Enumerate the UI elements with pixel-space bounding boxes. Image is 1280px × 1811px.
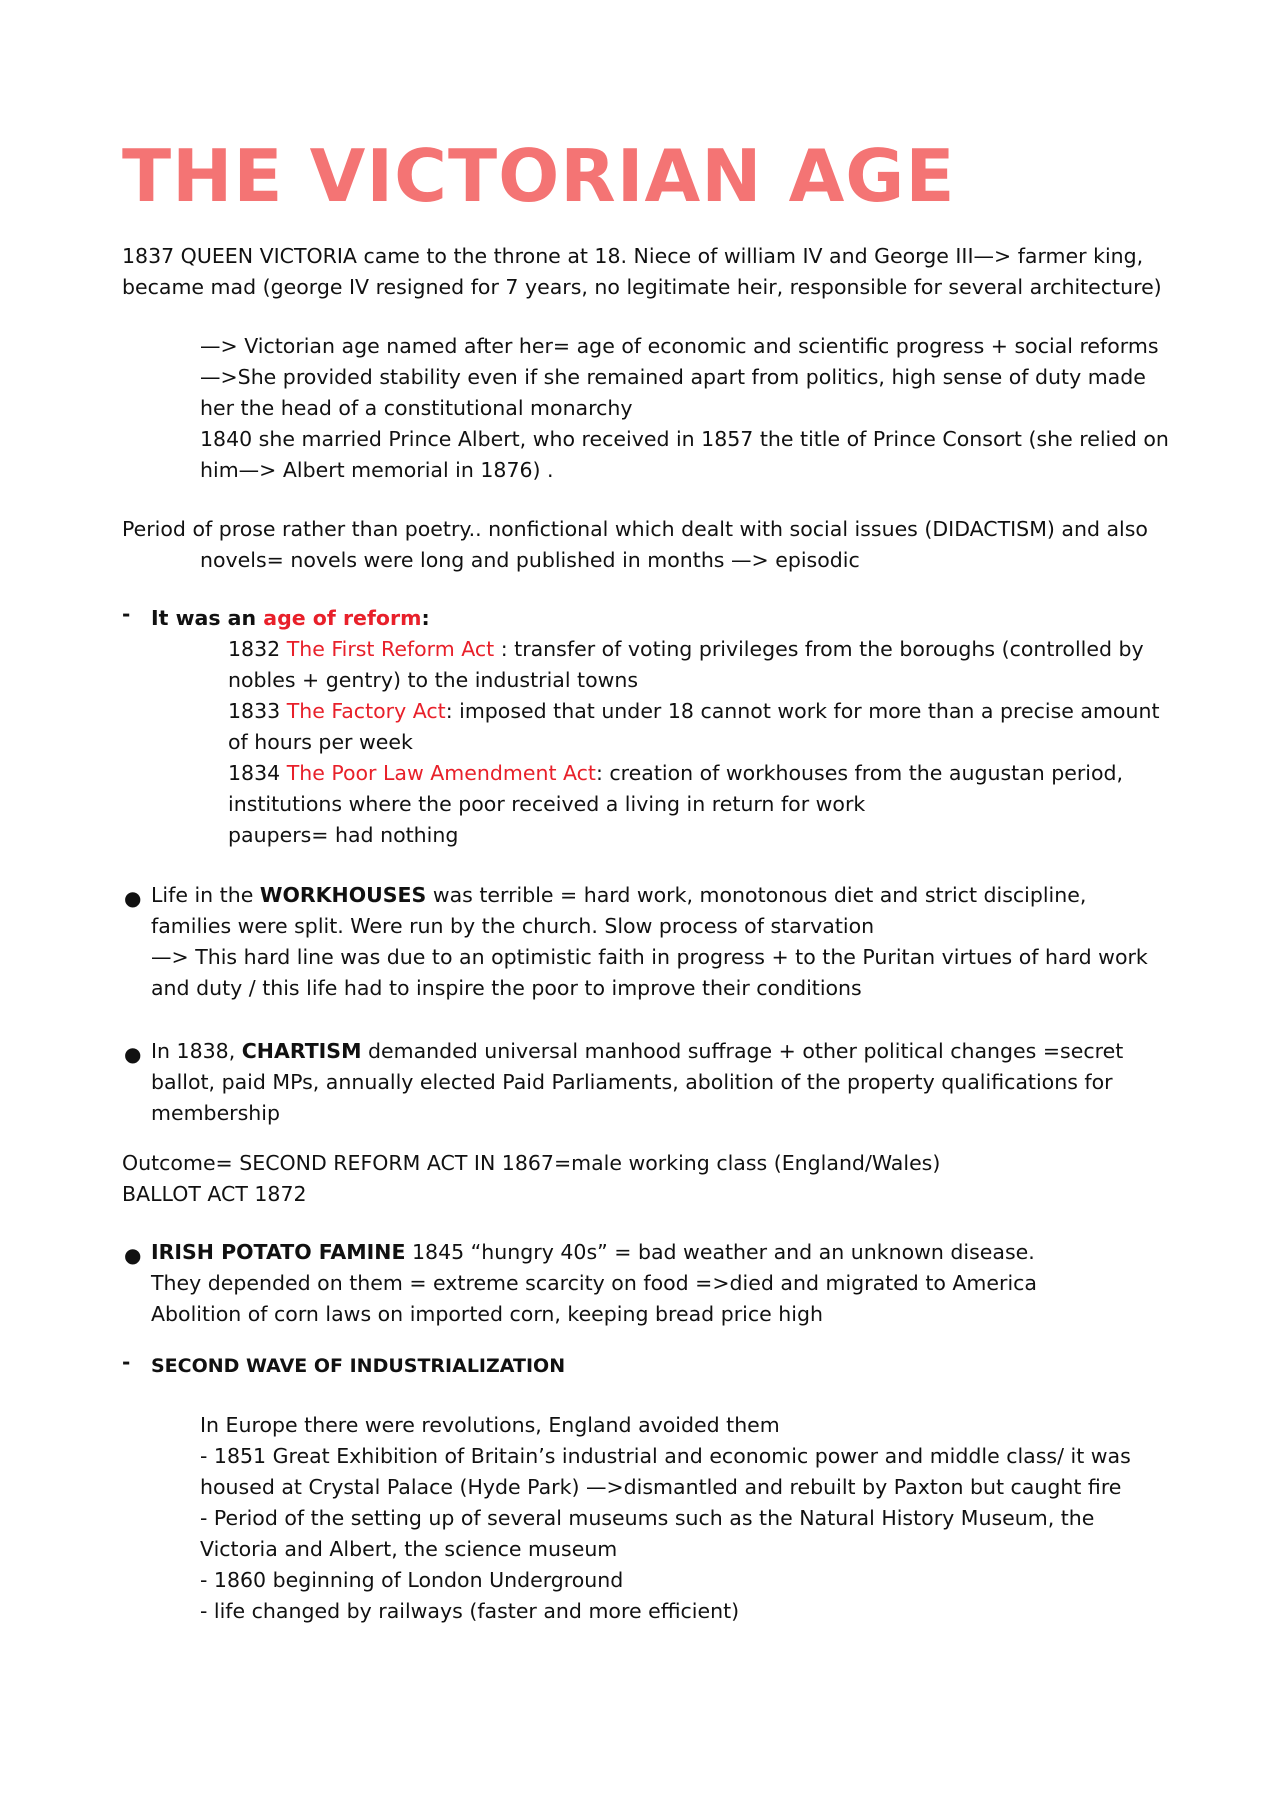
workhouses-first-line: [151, 880, 1148, 911]
victoria-note-line: —>She provided stability even if she remained apart from politics, high sense of duty made: [200, 365, 1146, 389]
industrialization-line: In Europe there were revolutions, England avoided them: [200, 1413, 780, 1437]
workhouses-pre: Life in the: [151, 883, 260, 907]
chartism-line: membership: [151, 1101, 280, 1125]
workhouses-post: was terrible = hard work, monotonous diet and strict discipline,: [426, 883, 1087, 907]
chartism-first-line: [151, 1036, 1123, 1067]
famine-bold: IRISH POTATO FAMINE: [151, 1240, 406, 1264]
chartism-pre: In 1838,: [151, 1039, 242, 1063]
act-name: The First Reform Act: [286, 637, 495, 661]
act-year: 1832: [228, 637, 287, 661]
famine-line: They depended on them = extreme scarcity on food =>died and migrated to America: [151, 1271, 1037, 1295]
act-line: [228, 696, 1160, 727]
prose-line: novels= novels were long and published in months —> episodic: [200, 548, 860, 572]
industrialization-line: - life changed by railways (faster and more efficient): [200, 1599, 740, 1623]
victoria-notes: [200, 331, 1169, 486]
victoria-note-line: 1840 she married Prince Albert, who received in 1857 the title of Prince Consort (she relied on: [200, 427, 1169, 451]
act-name: The Poor Law Amendment Act: [286, 761, 596, 785]
bullet-icon: ●: [124, 886, 142, 910]
chartism-post: demanded universal manhood suffrage + other political changes =secret: [361, 1039, 1124, 1063]
reform-heading-text: It was an: [151, 606, 264, 630]
workhouses-line: families were split. Were run by the church. Slow process of starvation: [151, 914, 875, 938]
famine-post: 1845 “hungry 40s” = bad weather and an unknown disease.: [405, 1240, 1035, 1264]
chartism-bold: CHARTISM: [241, 1039, 362, 1063]
act-desc: : creation of workhouses from the augustan period,: [595, 761, 1124, 785]
act-cont: nobles + gentry) to the industrial towns: [228, 668, 639, 692]
intro-paragraph: [122, 241, 1162, 303]
workhouses-paragraph: [151, 880, 1148, 1004]
dash-marker: -: [122, 602, 131, 626]
industrialization-heading-text: SECOND WAVE OF INDUSTRIALIZATION: [151, 1355, 566, 1377]
victoria-note-line: —> Victorian age named after her= age of economic and scientific progress + social reforms: [200, 334, 1159, 358]
dash-marker: -: [122, 1350, 131, 1374]
outcome-line: Outcome= SECOND REFORM ACT IN 1867=male working class (England/Wales): [122, 1151, 941, 1175]
workhouses-line: and duty / this life had to inspire the poor to improve their conditions: [151, 976, 862, 1000]
industrialization-line: - 1851 Great Exhibition of Britain’s industrial and economic power and middle class/ it was: [200, 1444, 1131, 1468]
industrialization-line: - 1860 beginning of London Underground: [200, 1568, 624, 1592]
act-cont: institutions where the poor received a living in return for work: [228, 792, 866, 816]
act-desc: : imposed that under 18 cannot work for more than a precise amount: [445, 699, 1160, 723]
famine-first-line: [151, 1237, 1037, 1268]
chartism-line: ballot, paid MPs, annually elected Paid Parliaments, abolition of the property qualifications for: [151, 1070, 1113, 1094]
reform-heading-colon: :: [421, 606, 430, 630]
famine-line: Abolition of corn laws on imported corn, keeping bread price high: [151, 1302, 823, 1326]
act-desc: : transfer of voting privileges from the boroughs (controlled by: [494, 637, 1144, 661]
industrialization-line: - Period of the setting up of several museums such as the Natural History Museum, the: [200, 1506, 1095, 1530]
act-year: 1834: [228, 761, 287, 785]
act-cont: of hours per week: [228, 730, 413, 754]
bullet-icon: ●: [124, 1243, 142, 1267]
victoria-note-line: him—> Albert memorial in 1876) .: [200, 458, 554, 482]
famine-paragraph: [151, 1237, 1037, 1330]
reform-heading: [151, 603, 430, 634]
chartism-paragraph: [151, 1036, 1123, 1129]
paupers-line: paupers= had nothing: [228, 823, 459, 847]
bullet-icon: ●: [124, 1042, 142, 1066]
workhouses-line: —> This hard line was due to an optimistic faith in progress + to the Puritan virtues of hard work: [151, 945, 1148, 969]
reform-heading-line: [151, 603, 430, 634]
intro-line: became mad (george IV resigned for 7 years, no legitimate heir, responsible for several architecture): [122, 275, 1162, 299]
outcome-paragraph: [122, 1148, 940, 1210]
act-line: [228, 758, 1160, 789]
act-year: 1833: [228, 699, 287, 723]
industrialization-line: Victoria and Albert, the science museum: [200, 1537, 618, 1561]
industrialization-notes: [200, 1410, 1131, 1627]
act-line: [228, 634, 1160, 665]
victoria-note-line: her the head of a constitutional monarchy: [200, 396, 633, 420]
reform-acts: [228, 634, 1160, 851]
intro-line: 1837 QUEEN VICTORIA came to the throne at 18. Niece of william IV and George III—> farmer king,: [122, 244, 1144, 268]
workhouses-bold: WORKHOUSES: [259, 883, 427, 907]
outcome-line: BALLOT ACT 1872: [122, 1182, 307, 1206]
reform-heading-highlight: age of reform: [263, 606, 422, 630]
industrialization-line: housed at Crystal Palace (Hyde Park) —>dismantled and rebuilt by Paxton but caught fire: [200, 1475, 1122, 1499]
industrialization-heading: [151, 1351, 565, 1382]
prose-paragraph: [122, 514, 1148, 576]
page-title: THE VICTORIAN AGE: [122, 134, 956, 218]
act-name: The Factory Act: [286, 699, 446, 723]
prose-line: Period of prose rather than poetry.. nonfictional which dealt with social issues (DIDACTISM) and also: [122, 517, 1148, 541]
